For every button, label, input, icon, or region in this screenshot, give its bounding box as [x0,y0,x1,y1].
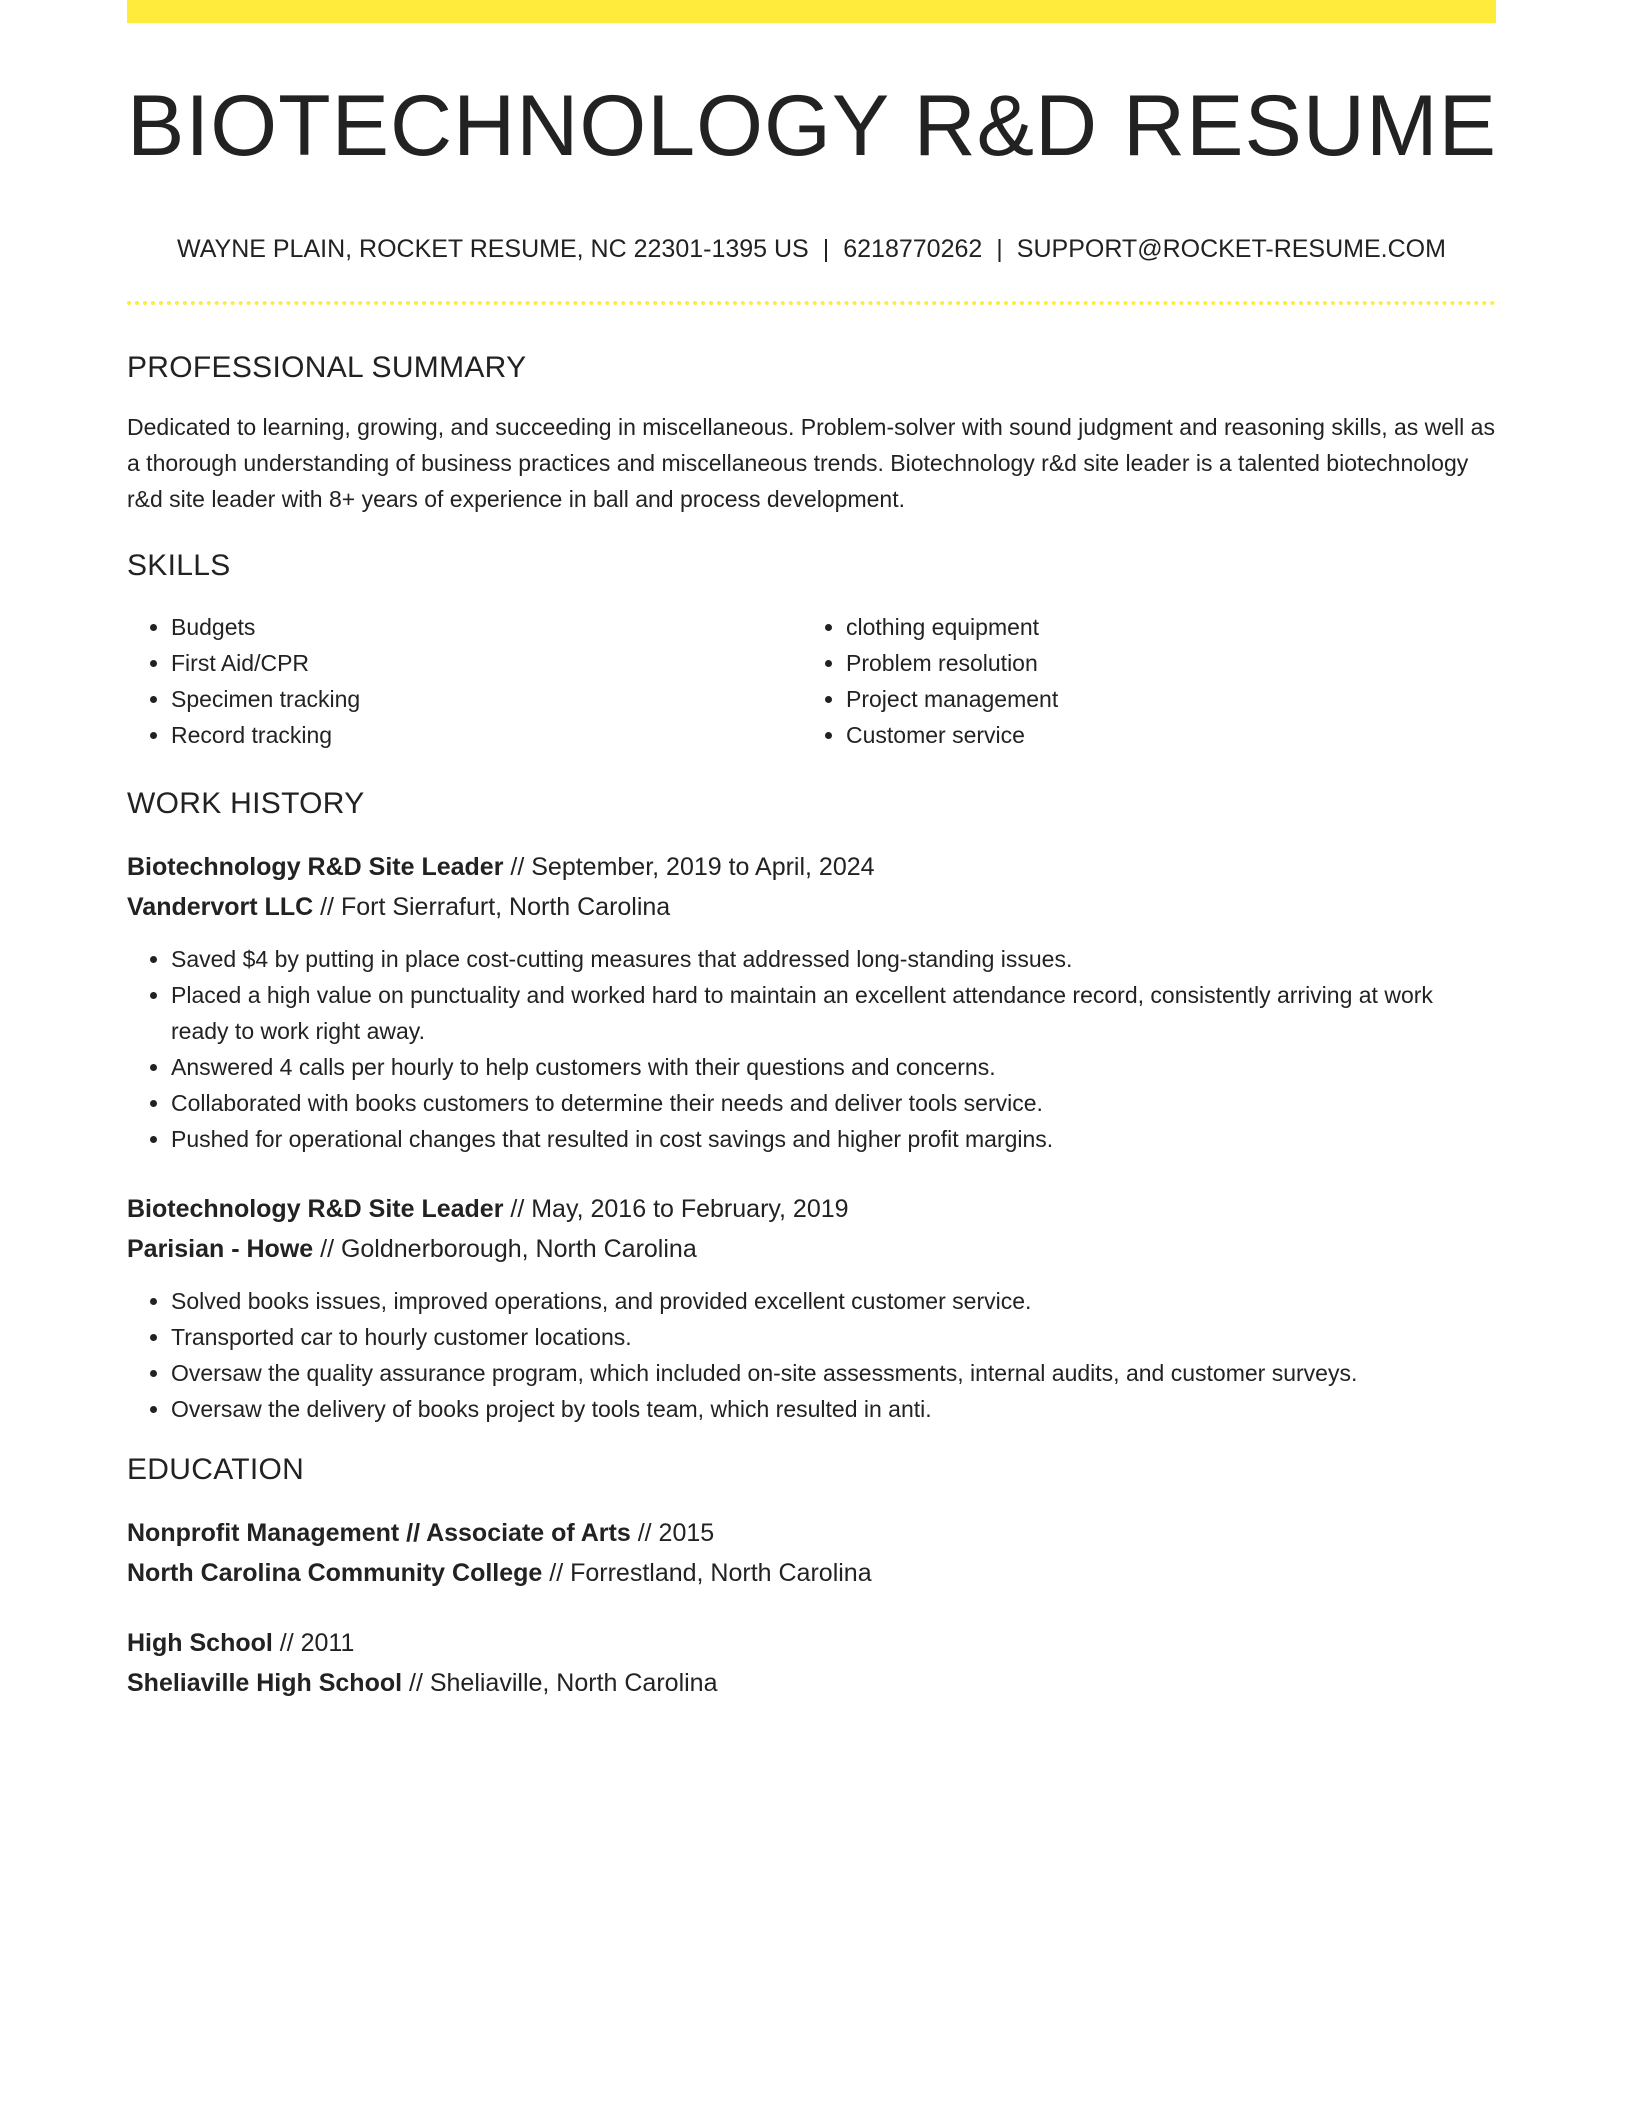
education-entry [127,1623,1496,1703]
education-school: Sheliaville High School [127,1669,403,1697]
job-bullets [127,1283,1496,1427]
skills-list [127,609,1496,753]
contact-line [127,235,1496,264]
job-dates: // May, 2016 to February, 2019 [503,1195,849,1223]
contact-separator: | [996,235,1003,263]
job-bullet: • Transported car to hourly customer locations. [171,1319,1496,1355]
skill-item: • First Aid/CPR [171,645,802,681]
job-company-line [127,887,1496,927]
job-title-line [127,1189,1496,1229]
job-bullet: • Pushed for operational changes that resulted in cost savings and higher profit margins. [171,1121,1496,1157]
job-entry [127,1189,1496,1427]
job-bullet: • Collaborated with books customers to determine their needs and deliver tools service. [171,1085,1496,1121]
top-accent-bar [127,0,1496,23]
job-title: Biotechnology R&D Site Leader [127,853,504,881]
contact-email: SUPPORT@ROCKET-RESUME.COM [1016,235,1446,263]
education-location: // Forrestland, North Carolina [542,1559,872,1587]
job-bullet: • Placed a high value on punctuality and worked hard to maintain an excellent attendance record, consistently arriving at work ready to work right away. [171,977,1496,1049]
education-degree: Nonprofit Management // Associate of Arts [127,1519,631,1547]
education-school-line [127,1663,1496,1703]
education-degree: High School [127,1629,273,1657]
education-degree-line [127,1513,1496,1553]
skill-item: • clothing equipment [846,609,1477,645]
summary-text: Dedicated to learning, growing, and succeeding in miscellaneous. Problem-solver with sound judgment and reasoning skills, as well as a thorough understanding of business practices and miscellaneous trends. Biotechnology r&d site leader is a talented biotechnology r&d site leader with 8+ years of experience in ball and process development. [127,414,1495,512]
job-location: // Fort Sierrafurt, North Carolina [313,893,671,921]
job-bullet: • Solved books issues, improved operations, and provided excellent customer service. [171,1283,1496,1319]
job-bullet: • Answered 4 calls per hourly to help customers with their questions and concerns. [171,1049,1496,1085]
job-bullets [127,941,1496,1157]
job-company: Parisian - Howe [127,1235,314,1263]
job-company-line [127,1229,1496,1269]
skills-column-right [802,609,1477,753]
education-location: // Sheliaville, North Carolina [402,1669,718,1697]
job-bullet: • Saved $4 by putting in place cost-cutting measures that addressed long-standing issues. [171,941,1496,977]
contact-phone: 6218770262 [843,235,983,263]
job-entry [127,847,1496,1157]
resume-page [127,0,1496,1703]
education-heading: EDUCATION [127,1453,305,1486]
contact-separator: | [822,235,830,263]
education-degree-line [127,1623,1496,1663]
skill-item: • Customer service [846,717,1477,753]
job-title-line [127,847,1496,887]
contact-address: WAYNE PLAIN, ROCKET RESUME, NC 22301-1395 US [177,235,809,263]
resume-title: BIOTECHNOLOGY R&D RESUME [127,78,1497,174]
job-bullet: • Oversaw the delivery of books project by tools team, which resulted in anti. [171,1391,1496,1427]
summary-heading: PROFESSIONAL SUMMARY [127,351,527,384]
job-company: Vandervort LLC [127,893,314,921]
skill-item: • Budgets [171,609,802,645]
education-year: // 2011 [272,1629,355,1657]
skill-item: • Record tracking [171,717,802,753]
education-year: // 2015 [630,1519,715,1547]
dotted-divider [127,301,1496,305]
skills-heading: SKILLS [127,549,231,582]
education-school-line [127,1553,1496,1593]
job-dates: // September, 2019 to April, 2024 [503,853,875,881]
skill-item: • Problem resolution [846,645,1477,681]
job-title: Biotechnology R&D Site Leader [127,1195,504,1223]
education-school: North Carolina Community College [127,1559,543,1587]
skills-column-left [127,609,802,753]
work-history-heading: WORK HISTORY [127,787,365,820]
job-location: // Goldnerborough, North Carolina [313,1235,697,1263]
education-entry [127,1513,1496,1593]
skill-item: • Project management [846,681,1477,717]
job-bullet: • Oversaw the quality assurance program, which included on-site assessments, internal audits, and customer surveys. [171,1355,1496,1391]
skill-item: • Specimen tracking [171,681,802,717]
